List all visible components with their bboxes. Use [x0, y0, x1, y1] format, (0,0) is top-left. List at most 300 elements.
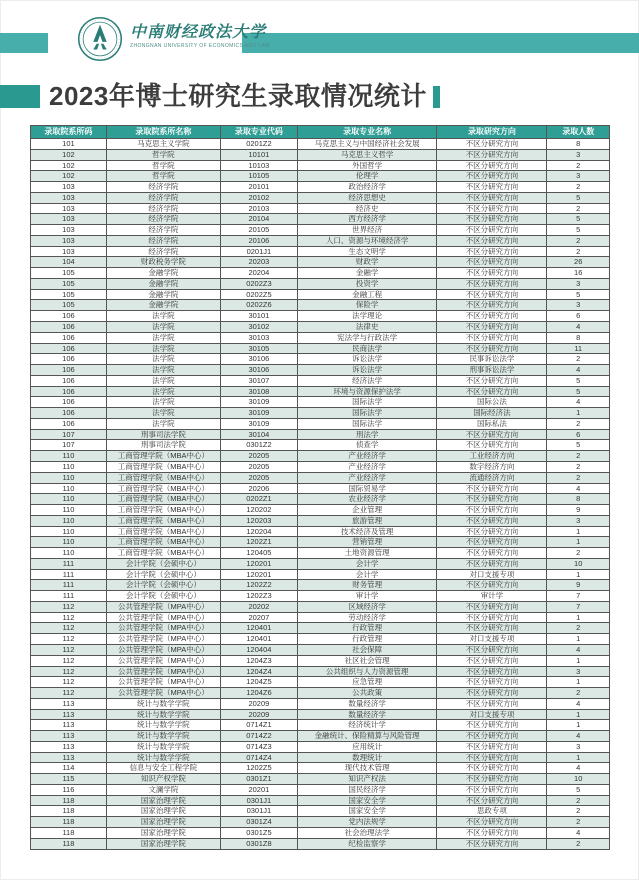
table-cell: 20104: [220, 214, 297, 225]
table-cell: 公共管理学院（MPA中心）: [106, 655, 220, 666]
table-cell: 不区分研究方向: [437, 192, 547, 203]
table-row: [31, 548, 610, 559]
table-cell: 105: [31, 268, 107, 279]
table-cell: 不区分研究方向: [437, 300, 547, 311]
table-row: [31, 149, 610, 160]
table-cell: 20103: [220, 203, 297, 214]
table-cell: 0301Z4: [220, 817, 297, 828]
table-cell: 106: [31, 375, 107, 386]
table-cell: 1: [547, 752, 610, 763]
table-cell: 1: [547, 655, 610, 666]
table-row: [31, 634, 610, 645]
table-cell: 106: [31, 386, 107, 397]
table-cell: 侦查学: [297, 440, 437, 451]
table-cell: 金融学院: [106, 268, 220, 279]
table-cell: 10103: [220, 160, 297, 171]
table-row: [31, 397, 610, 408]
table-row: [31, 655, 610, 666]
table-cell: 法学院: [106, 354, 220, 365]
table-cell: 16: [547, 268, 610, 279]
table-cell: 不区分研究方向: [437, 311, 547, 322]
title-banner: [0, 82, 440, 110]
table-cell: 工商管理学院（MBA中心）: [106, 483, 220, 494]
table-cell: 30109: [220, 408, 297, 419]
table-cell: 公共管理学院（MPA中心）: [106, 677, 220, 688]
table-cell: 会计学院（会硕中心）: [106, 580, 220, 591]
table-row: [31, 698, 610, 709]
table-cell: 经济思想史: [297, 192, 437, 203]
table-cell: 3: [547, 741, 610, 752]
table-row: [31, 160, 610, 171]
table-cell: 20207: [220, 612, 297, 623]
table-cell: 120405: [220, 548, 297, 559]
table-cell: 1: [547, 526, 610, 537]
table-cell: 106: [31, 311, 107, 322]
table-row: [31, 289, 610, 300]
table-cell: 103: [31, 246, 107, 257]
table-cell: 统计与数学学院: [106, 698, 220, 709]
table-cell: 106: [31, 332, 107, 343]
table-row: [31, 225, 610, 236]
table-cell: 不区分研究方向: [437, 214, 547, 225]
table-cell: 1: [547, 677, 610, 688]
table-cell: 不区分研究方向: [437, 278, 547, 289]
table-row: [31, 311, 610, 322]
table-cell: 105: [31, 278, 107, 289]
table-cell: 113: [31, 720, 107, 731]
table-cell: 国家安全学: [297, 806, 437, 817]
table-cell: 4: [547, 483, 610, 494]
table-row: [31, 569, 610, 580]
table-cell: 党内法规学: [297, 817, 437, 828]
table-cell: 不区分研究方向: [437, 795, 547, 806]
table-cell: 国际经济法: [437, 408, 547, 419]
table-cell: 法学院: [106, 418, 220, 429]
table-cell: 不区分研究方向: [437, 268, 547, 279]
table-cell: 20106: [220, 235, 297, 246]
table-row: [31, 688, 610, 699]
table-cell: 工商管理学院（MBA中心）: [106, 548, 220, 559]
table-cell: 统计与数学学院: [106, 709, 220, 720]
table-cell: 30103: [220, 332, 297, 343]
table-cell: 0202Z6: [220, 300, 297, 311]
table-cell: 2: [547, 795, 610, 806]
table-cell: 103: [31, 203, 107, 214]
table-cell: 20205: [220, 472, 297, 483]
column-header: 录取院系所码: [31, 126, 107, 139]
table-cell: 4: [547, 322, 610, 333]
table-cell: 公共管理学院（MPA中心）: [106, 623, 220, 634]
table-cell: 对口支援专项: [437, 634, 547, 645]
table-cell: 经济学院: [106, 192, 220, 203]
table-cell: 30105: [220, 343, 297, 354]
table-cell: 统计与数学学院: [106, 731, 220, 742]
table-cell: 技术经济及管理: [297, 526, 437, 537]
university-seal-icon: [77, 16, 123, 62]
table-cell: 不区分研究方向: [437, 235, 547, 246]
table-cell: 哲学院: [106, 149, 220, 160]
table-cell: 10: [547, 774, 610, 785]
table-cell: 不区分研究方向: [437, 828, 547, 839]
table-cell: 国家治理学院: [106, 806, 220, 817]
table-cell: 不区分研究方向: [437, 332, 547, 343]
table-cell: 数理统计: [297, 752, 437, 763]
table-cell: 4: [547, 828, 610, 839]
table-cell: 30106: [220, 365, 297, 376]
table-cell: 10101: [220, 149, 297, 160]
table-cell: 107: [31, 429, 107, 440]
table-cell: 统计与数学学院: [106, 752, 220, 763]
table-cell: 土地资源管理: [297, 548, 437, 559]
table-cell: 审计学: [297, 591, 437, 602]
table-cell: 20201: [220, 784, 297, 795]
table-cell: 国民经济学: [297, 784, 437, 795]
table-cell: 5: [547, 214, 610, 225]
table-row: [31, 795, 610, 806]
table-cell: 3: [547, 666, 610, 677]
table-cell: 统计与数学学院: [106, 720, 220, 731]
table-cell: 4: [547, 731, 610, 742]
table-cell: 区域经济学: [297, 601, 437, 612]
table-cell: 115: [31, 774, 107, 785]
table-cell: 公共管理学院（MPA中心）: [106, 634, 220, 645]
table-row: [31, 537, 610, 548]
table-cell: 2: [547, 838, 610, 849]
table-cell: 审计学: [437, 591, 547, 602]
table-cell: 111: [31, 558, 107, 569]
table-cell: 不区分研究方向: [437, 429, 547, 440]
table-cell: 113: [31, 752, 107, 763]
table-cell: 不区分研究方向: [437, 505, 547, 516]
table-cell: 数量经济学: [297, 698, 437, 709]
table-cell: 公共管理学院（MPA中心）: [106, 644, 220, 655]
table-cell: 工商管理学院（MBA中心）: [106, 515, 220, 526]
table-cell: 120201: [220, 569, 297, 580]
table-cell: 公共政策: [297, 688, 437, 699]
table-cell: 20204: [220, 268, 297, 279]
table-cell: 102: [31, 160, 107, 171]
table-cell: 不区分研究方向: [437, 677, 547, 688]
table-cell: 118: [31, 828, 107, 839]
table-cell: 法学院: [106, 311, 220, 322]
table-cell: 民商法学: [297, 343, 437, 354]
table-cell: 30101: [220, 311, 297, 322]
table-cell: 知识产权学院: [106, 774, 220, 785]
table-row: [31, 494, 610, 505]
table-cell: 2: [547, 235, 610, 246]
table-cell: 112: [31, 644, 107, 655]
table-cell: 106: [31, 418, 107, 429]
table-cell: 111: [31, 591, 107, 602]
table-cell: 2: [547, 623, 610, 634]
table-row: [31, 235, 610, 246]
table-cell: 1: [547, 408, 610, 419]
table-cell: 1204Z3: [220, 655, 297, 666]
table-cell: 110: [31, 451, 107, 462]
table-cell: 社会保障: [297, 644, 437, 655]
table-cell: 法学院: [106, 397, 220, 408]
table-cell: 1204Z4: [220, 666, 297, 677]
table-cell: 法学院: [106, 332, 220, 343]
table-cell: 环境与资源保护法学: [297, 386, 437, 397]
table-cell: 国家治理学院: [106, 828, 220, 839]
table-row: [31, 300, 610, 311]
table-cell: 国际法学: [297, 418, 437, 429]
table-cell: 刑事诉讼法学: [437, 365, 547, 376]
column-header: 录取人数: [547, 126, 610, 139]
table-row: [31, 784, 610, 795]
table-row: [31, 838, 610, 849]
table-cell: 0201Z2: [220, 139, 297, 150]
table-cell: 30102: [220, 322, 297, 333]
table-row: [31, 192, 610, 203]
table-cell: 刑法学: [297, 429, 437, 440]
title-accent-square: [0, 85, 40, 108]
table-cell: 法学理论: [297, 311, 437, 322]
table-row: [31, 451, 610, 462]
table-cell: 1: [547, 537, 610, 548]
table-cell: 8: [547, 332, 610, 343]
table-cell: 120204: [220, 526, 297, 537]
table-cell: 财政学: [297, 257, 437, 268]
table-cell: 2: [547, 203, 610, 214]
table-cell: 经济史: [297, 203, 437, 214]
table-cell: 120401: [220, 634, 297, 645]
table-row: [31, 182, 610, 193]
table-row: [31, 720, 610, 731]
table-cell: 工商管理学院（MBA中心）: [106, 526, 220, 537]
table-cell: 不区分研究方向: [437, 558, 547, 569]
table-cell: 不区分研究方向: [437, 698, 547, 709]
table-row: [31, 354, 610, 365]
table-cell: 公共管理学院（MPA中心）: [106, 601, 220, 612]
table-cell: 法学院: [106, 408, 220, 419]
table-cell: 不区分研究方向: [437, 257, 547, 268]
table-cell: 20105: [220, 225, 297, 236]
table-cell: 数量经济学: [297, 709, 437, 720]
column-header: 录取院系所名称: [106, 126, 220, 139]
table-cell: 不区分研究方向: [437, 171, 547, 182]
table-cell: 不区分研究方向: [437, 494, 547, 505]
table-cell: 不区分研究方向: [437, 741, 547, 752]
table-cell: 112: [31, 623, 107, 634]
table-row: [31, 483, 610, 494]
table-cell: 0202Z3: [220, 278, 297, 289]
header-left-teal-bar: [0, 33, 48, 53]
table-cell: 应用统计: [297, 741, 437, 752]
table-cell: 对口支援专项: [437, 709, 547, 720]
table-cell: 西方经济学: [297, 214, 437, 225]
table-cell: 不区分研究方向: [437, 720, 547, 731]
table-cell: 2: [547, 472, 610, 483]
table-row: [31, 806, 610, 817]
table-cell: 国际法学: [297, 397, 437, 408]
table-cell: 3: [547, 149, 610, 160]
table-cell: 106: [31, 397, 107, 408]
table-cell: 111: [31, 569, 107, 580]
table-cell: 工商管理学院（MBA中心）: [106, 537, 220, 548]
table-container: [30, 125, 610, 850]
table-cell: 1204Z5: [220, 677, 297, 688]
table-cell: 马克思主义哲学: [297, 149, 437, 160]
table-cell: 20102: [220, 192, 297, 203]
table-cell: 诉讼法学: [297, 354, 437, 365]
table-cell: 文澜学院: [106, 784, 220, 795]
table-cell: 投资学: [297, 278, 437, 289]
table-cell: 0714Z1: [220, 720, 297, 731]
table-row: [31, 257, 610, 268]
table-cell: 法学院: [106, 365, 220, 376]
table-cell: 哲学院: [106, 160, 220, 171]
table-row: [31, 774, 610, 785]
table-cell: 3: [547, 278, 610, 289]
table-cell: 数字经济方向: [437, 461, 547, 472]
table-cell: 0301J1: [220, 806, 297, 817]
table-cell: 国际法学: [297, 408, 437, 419]
table-row: [31, 461, 610, 472]
table-cell: 现代技术管理: [297, 763, 437, 774]
table-cell: 社会治理法学: [297, 828, 437, 839]
table-cell: 财务管理: [297, 580, 437, 591]
table-cell: 26: [547, 257, 610, 268]
table-cell: 101: [31, 139, 107, 150]
admissions-table: [30, 125, 610, 850]
table-cell: 120401: [220, 623, 297, 634]
table-cell: 1: [547, 720, 610, 731]
table-cell: 1202Z2: [220, 580, 297, 591]
table-cell: 不区分研究方向: [437, 763, 547, 774]
table-cell: 30106: [220, 354, 297, 365]
table-cell: 110: [31, 548, 107, 559]
table-cell: 不区分研究方向: [437, 343, 547, 354]
table-cell: 企业管理: [297, 505, 437, 516]
table-cell: 统计与数学学院: [106, 741, 220, 752]
table-cell: 劳动经济学: [297, 612, 437, 623]
table-row: [31, 505, 610, 516]
table-head: [31, 126, 610, 139]
table-cell: 公共管理学院（MPA中心）: [106, 612, 220, 623]
table-cell: 114: [31, 763, 107, 774]
table-cell: 不区分研究方向: [437, 601, 547, 612]
table-cell: 1: [547, 709, 610, 720]
table-cell: 不区分研究方向: [437, 612, 547, 623]
table-cell: 金融统计、保险精算与风险管理: [297, 731, 437, 742]
table-cell: 9: [547, 580, 610, 591]
table-row: [31, 580, 610, 591]
table-cell: 营销管理: [297, 537, 437, 548]
table-cell: 经济学院: [106, 235, 220, 246]
table-cell: 不区分研究方向: [437, 752, 547, 763]
table-row: [31, 741, 610, 752]
university-name-en: ZHONGNAN UNIVERSITY OF ECONOMICS AND LAW: [130, 43, 271, 49]
table-cell: 不区分研究方向: [437, 666, 547, 677]
table-cell: 会计学院（会硕中心）: [106, 569, 220, 580]
table-cell: 国家治理学院: [106, 795, 220, 806]
table-cell: 11: [547, 343, 610, 354]
table-row: [31, 440, 610, 451]
table-cell: 1: [547, 612, 610, 623]
table-cell: 流通经济方向: [437, 472, 547, 483]
table-cell: 2: [547, 817, 610, 828]
table-cell: 1202Z1: [220, 537, 297, 548]
table-cell: 不区分研究方向: [437, 182, 547, 193]
table-cell: 110: [31, 472, 107, 483]
table-row: [31, 558, 610, 569]
table-cell: 0301Z2: [220, 440, 297, 451]
table-cell: 不区分研究方向: [437, 440, 547, 451]
table-header-row: [31, 126, 610, 139]
table-cell: 106: [31, 408, 107, 419]
table-cell: 8: [547, 139, 610, 150]
table-cell: 金融工程: [297, 289, 437, 300]
table-cell: 不区分研究方向: [437, 655, 547, 666]
table-cell: 2: [547, 688, 610, 699]
table-cell: 法学院: [106, 322, 220, 333]
table-cell: 公共管理学院（MPA中心）: [106, 688, 220, 699]
table-cell: 0301Z5: [220, 828, 297, 839]
title-accent-endbar: [433, 86, 440, 108]
table-cell: 不区分研究方向: [437, 838, 547, 849]
table-row: [31, 666, 610, 677]
table-cell: 112: [31, 601, 107, 612]
table-cell: 113: [31, 709, 107, 720]
table-cell: 产业经济学: [297, 451, 437, 462]
table-row: [31, 731, 610, 742]
table-cell: 2: [547, 451, 610, 462]
table-cell: 知识产权法: [297, 774, 437, 785]
table-cell: 5: [547, 440, 610, 451]
table-cell: 9: [547, 505, 610, 516]
table-cell: 经济学院: [106, 246, 220, 257]
table-cell: 1: [547, 634, 610, 645]
table-cell: 生态文明学: [297, 246, 437, 257]
table-cell: 法学院: [106, 375, 220, 386]
table-cell: 不区分研究方向: [437, 548, 547, 559]
table-cell: 不区分研究方向: [437, 774, 547, 785]
table-cell: 马克思主义学院: [106, 139, 220, 150]
table-cell: 105: [31, 300, 107, 311]
table-row: [31, 644, 610, 655]
table-cell: 国际私法: [437, 418, 547, 429]
table-cell: 7: [547, 591, 610, 602]
table-cell: 5: [547, 375, 610, 386]
table-cell: 外国哲学: [297, 160, 437, 171]
table-cell: 30109: [220, 397, 297, 408]
table-cell: 公共管理学院（MPA中心）: [106, 666, 220, 677]
table-cell: 1202Z3: [220, 591, 297, 602]
table-row: [31, 332, 610, 343]
table-cell: 5: [547, 784, 610, 795]
table-cell: 不区分研究方向: [437, 515, 547, 526]
table-cell: 宪法学与行政法学: [297, 332, 437, 343]
table-cell: 伦理学: [297, 171, 437, 182]
table-cell: 20205: [220, 451, 297, 462]
table-cell: 4: [547, 365, 610, 376]
table-cell: 产业经济学: [297, 461, 437, 472]
table-cell: 不区分研究方向: [437, 731, 547, 742]
table-cell: 国家治理学院: [106, 817, 220, 828]
table-cell: 不区分研究方向: [437, 322, 547, 333]
table-cell: 8: [547, 494, 610, 505]
table-row: [31, 612, 610, 623]
table-cell: 30104: [220, 429, 297, 440]
table-cell: 不区分研究方向: [437, 225, 547, 236]
table-cell: 财政税务学院: [106, 257, 220, 268]
table-cell: 1202Z5: [220, 763, 297, 774]
table-cell: 116: [31, 784, 107, 795]
university-name-cn: 中南财经政法大学: [130, 22, 267, 41]
table-cell: 110: [31, 515, 107, 526]
